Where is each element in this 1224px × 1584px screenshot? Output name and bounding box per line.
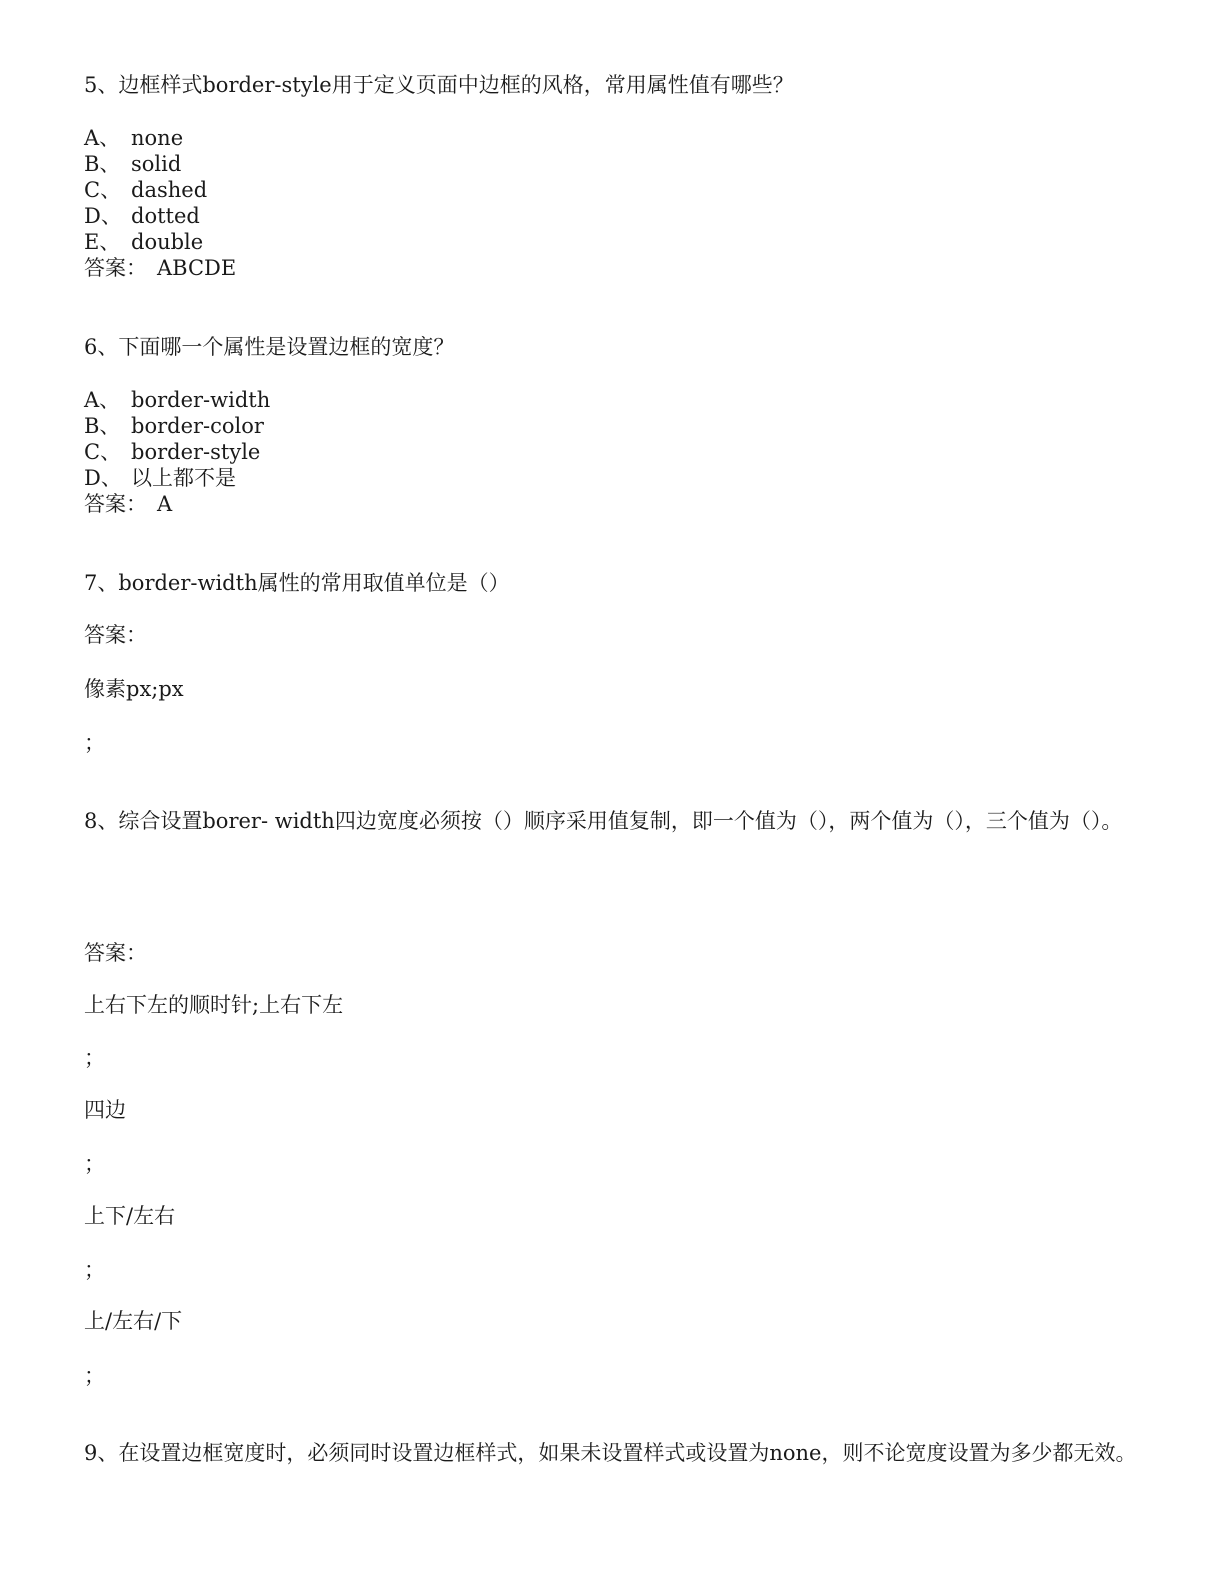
option-text: border-color — [131, 414, 264, 438]
option-a — [84, 125, 183, 151]
answer-line: 上右下左的顺时针;上右下左 — [84, 993, 344, 1017]
answer-row — [84, 491, 172, 517]
answer-line: ； — [84, 1364, 105, 1388]
question-8-stem: 8、综合设置borer- width四边宽度必须按（）顺序采用值复制，即一个值为（），两个值为（），三个值为（）。 — [84, 809, 1123, 833]
option-letter: D、 — [84, 204, 122, 228]
option-b — [84, 151, 181, 177]
option-text: border-width — [131, 388, 271, 412]
answer-line: ； — [84, 1046, 105, 1070]
option-text: double — [131, 230, 204, 254]
option-letter: B、 — [84, 414, 121, 438]
question-6-stem: 6、下面哪一个属性是设置边框的宽度？ — [84, 335, 455, 359]
option-b — [84, 413, 264, 439]
option-c — [84, 177, 207, 203]
option-text: 以上都不是 — [131, 466, 236, 490]
option-letter: B、 — [84, 152, 121, 176]
option-letter: C、 — [84, 178, 122, 202]
option-d — [84, 465, 236, 491]
option-letter: A、 — [84, 126, 121, 150]
answer-line: 上下/左右 — [84, 1204, 176, 1228]
option-text: border-style — [131, 440, 261, 464]
option-text: none — [131, 126, 184, 150]
answer-line: ； — [84, 1258, 105, 1282]
answer-line: ； — [84, 1152, 105, 1176]
option-c — [84, 439, 260, 465]
option-letter: E、 — [84, 230, 121, 254]
option-d — [84, 203, 200, 229]
answer-label: 答案： — [84, 256, 147, 280]
option-e — [84, 229, 203, 255]
answer-row — [84, 255, 236, 281]
answer-line: ； — [84, 731, 105, 755]
question-9-stem: 9、在设置边框宽度时，必须同时设置边框样式，如果未设置样式或设置为none，则不论宽度设置为多少都无效。 — [84, 1441, 1137, 1465]
answer-label: 答案： — [84, 492, 147, 516]
option-a — [84, 387, 270, 413]
answer-label: 答案： — [84, 941, 147, 965]
answer-label: 答案： — [84, 623, 147, 647]
option-text: solid — [131, 152, 182, 176]
answer-line: 像素px;px — [84, 677, 184, 701]
answer-line: 四边 — [84, 1098, 126, 1122]
answer-value: ABCDE — [157, 256, 237, 280]
answer-value: A — [157, 492, 173, 516]
option-letter: D、 — [84, 466, 122, 490]
question-7-stem: 7、border-width属性的常用取值单位是（） — [84, 571, 510, 595]
answer-line: 上/左右/下 — [84, 1309, 183, 1333]
question-5-stem: 5、边框样式border-style用于定义页面中边框的风格，常用属性值有哪些？ — [84, 73, 794, 97]
option-letter: A、 — [84, 388, 121, 412]
option-text: dotted — [131, 204, 200, 228]
option-text: dashed — [131, 178, 208, 202]
option-letter: C、 — [84, 440, 122, 464]
